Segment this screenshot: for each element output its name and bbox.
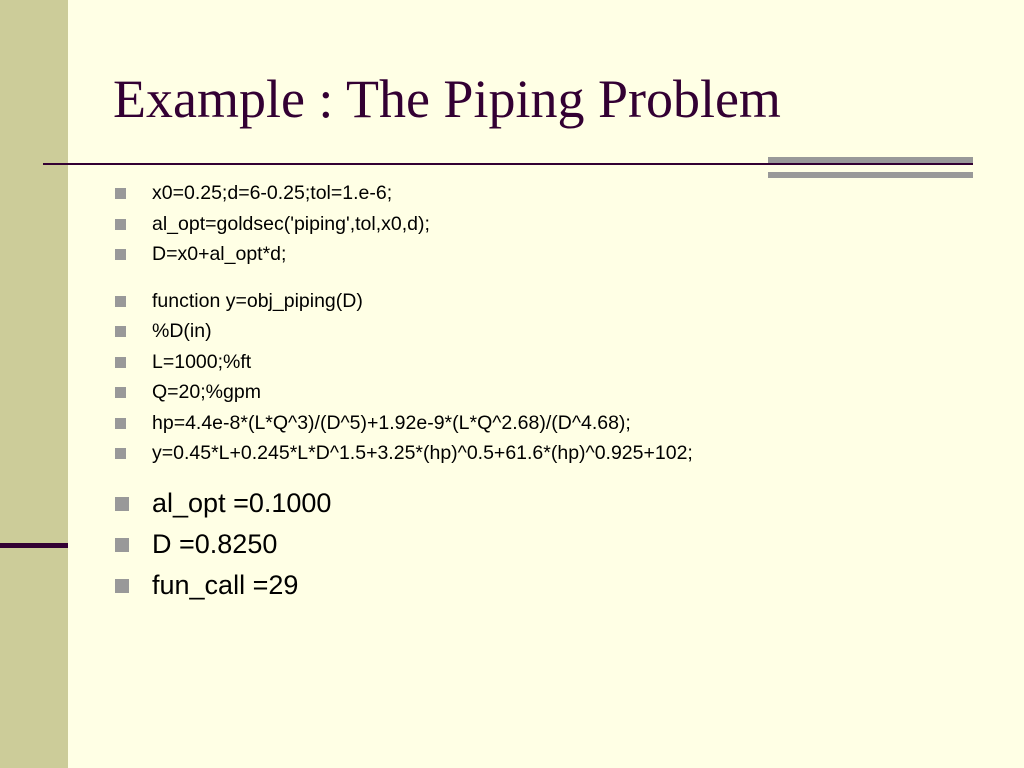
slide-title: Example : The Piping Problem	[113, 69, 781, 129]
code-line: D=x0+al_opt*d;	[152, 243, 287, 265]
list-item	[115, 209, 693, 240]
result-item	[115, 565, 693, 606]
list-item	[115, 377, 693, 408]
code-line: al_opt=goldsec('piping',tol,x0,d);	[152, 212, 430, 235]
left-accent-line	[0, 543, 68, 548]
result-line: fun_call =29	[152, 569, 299, 600]
square-bullet-icon	[115, 188, 126, 199]
code-line: Q=20;%gpm	[152, 381, 261, 403]
code-line: L=1000;%ft	[152, 350, 252, 373]
result-line: al_opt =0.1000	[152, 487, 332, 518]
list-item	[115, 347, 693, 378]
square-bullet-icon	[115, 418, 126, 429]
square-bullet-icon	[115, 326, 126, 337]
list-item	[115, 316, 693, 347]
list-item	[115, 286, 693, 317]
square-bullet-icon	[115, 219, 126, 230]
square-bullet-icon	[115, 249, 126, 260]
code-line: hp=4.4e-8*(L*Q^3)/(D^5)+1.92e-9*(L*Q^2.68)/(D^4.68);	[152, 411, 631, 434]
square-bullet-icon	[115, 387, 126, 398]
square-bullet-icon	[115, 448, 126, 459]
decorative-bar-top	[768, 157, 973, 163]
bullet-list	[115, 178, 693, 606]
square-bullet-icon	[115, 538, 129, 552]
code-line: function y=obj_piping(D)	[152, 289, 363, 312]
code-line: %D(in)	[152, 320, 212, 342]
decorative-bar-bottom	[768, 172, 973, 178]
code-line: y=0.45*L+0.245*L*D^1.5+3.25*(hp)^0.5+61.6*(hp)^0.925+102;	[152, 442, 693, 464]
result-item	[115, 524, 693, 565]
square-bullet-icon	[115, 296, 126, 307]
list-spacer	[115, 270, 693, 286]
code-line: x0=0.25;d=6-0.25;tol=1.e-6;	[152, 182, 393, 204]
list-item	[115, 438, 693, 469]
left-sidebar-bar	[0, 0, 68, 768]
square-bullet-icon	[115, 497, 129, 511]
square-bullet-icon	[115, 357, 126, 368]
list-item	[115, 239, 693, 270]
title-divider	[43, 163, 973, 165]
square-bullet-icon	[115, 579, 129, 593]
list-item	[115, 408, 693, 439]
list-item	[115, 178, 693, 209]
result-line: D =0.8250	[152, 528, 278, 559]
result-item	[115, 483, 693, 524]
list-spacer	[115, 469, 693, 483]
